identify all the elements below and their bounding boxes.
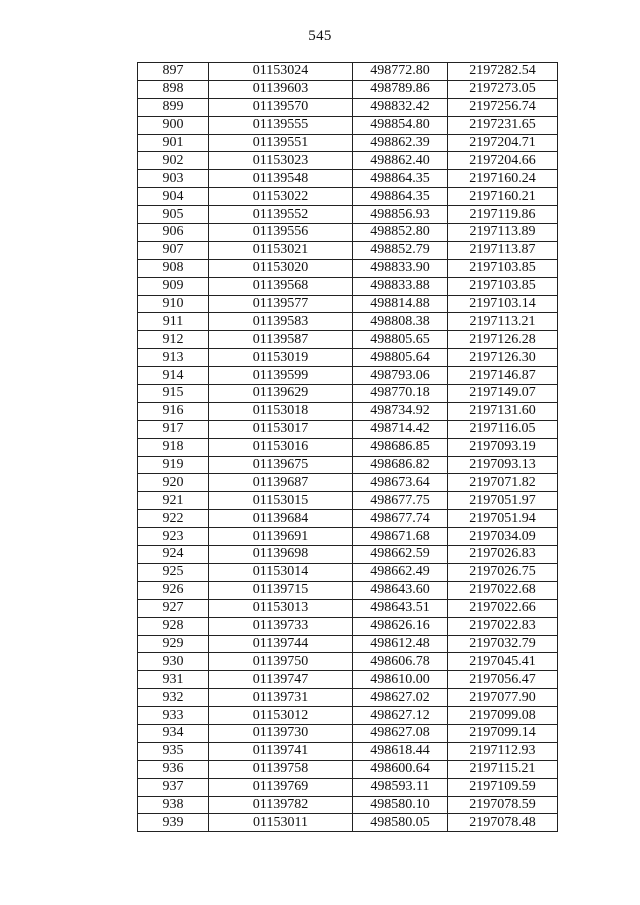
x-coordinate-cell: 498673.64 [353,474,448,492]
row-number-cell: 914 [138,367,209,385]
y-coordinate-cell: 2197112.93 [448,742,558,760]
point-id-cell: 01153014 [209,563,353,581]
point-id-cell: 01139568 [209,277,353,295]
x-coordinate-cell: 498677.75 [353,492,448,510]
x-coordinate-cell: 498862.39 [353,134,448,152]
table-row [138,367,558,385]
table-row [138,707,558,725]
table-row [138,492,558,510]
y-coordinate-cell: 2197113.21 [448,313,558,331]
row-number-cell: 915 [138,385,209,403]
x-coordinate-cell: 498677.74 [353,510,448,528]
row-number-cell: 928 [138,617,209,635]
table-row [138,438,558,456]
row-number-cell: 935 [138,742,209,760]
x-coordinate-cell: 498612.48 [353,635,448,653]
row-number-cell: 923 [138,528,209,546]
row-number-cell: 912 [138,331,209,349]
x-coordinate-cell: 498593.11 [353,778,448,796]
y-coordinate-cell: 2197022.66 [448,599,558,617]
x-coordinate-cell: 498686.82 [353,456,448,474]
table-row [138,402,558,420]
point-id-cell: 01139730 [209,724,353,742]
point-id-cell: 01139747 [209,671,353,689]
point-id-cell: 01139603 [209,80,353,98]
table-row [138,277,558,295]
point-id-cell: 01139548 [209,170,353,188]
row-number-cell: 933 [138,707,209,725]
point-id-cell: 01139782 [209,796,353,814]
point-id-cell: 01153020 [209,259,353,277]
y-coordinate-cell: 2197160.21 [448,188,558,206]
table-row [138,653,558,671]
row-number-cell: 903 [138,170,209,188]
row-number-cell: 932 [138,689,209,707]
x-coordinate-cell: 498643.51 [353,599,448,617]
page-number: 545 [308,28,332,44]
row-number-cell: 913 [138,349,209,367]
y-coordinate-cell: 2197099.14 [448,724,558,742]
y-coordinate-cell: 2197113.89 [448,224,558,242]
row-number-cell: 930 [138,653,209,671]
x-coordinate-cell: 498600.64 [353,760,448,778]
point-id-cell: 01139551 [209,134,353,152]
point-id-cell: 01153012 [209,707,353,725]
row-number-cell: 902 [138,152,209,170]
table-row [138,313,558,331]
y-coordinate-cell: 2197126.28 [448,331,558,349]
x-coordinate-cell: 498808.38 [353,313,448,331]
x-coordinate-cell: 498580.10 [353,796,448,814]
table-row [138,528,558,546]
row-number-cell: 938 [138,796,209,814]
x-coordinate-cell: 498833.90 [353,259,448,277]
x-coordinate-cell: 498734.92 [353,402,448,420]
point-id-cell: 01139769 [209,778,353,796]
x-coordinate-cell: 498852.79 [353,241,448,259]
x-coordinate-cell: 498627.02 [353,689,448,707]
y-coordinate-cell: 2197116.05 [448,420,558,438]
table-row [138,671,558,689]
table-row [138,170,558,188]
coordinates-table [137,62,558,832]
x-coordinate-cell: 498805.65 [353,331,448,349]
x-coordinate-cell: 498686.85 [353,438,448,456]
table-body [138,63,558,832]
y-coordinate-cell: 2197099.08 [448,707,558,725]
x-coordinate-cell: 498814.88 [353,295,448,313]
point-id-cell: 01139599 [209,367,353,385]
y-coordinate-cell: 2197109.59 [448,778,558,796]
y-coordinate-cell: 2197119.86 [448,206,558,224]
row-number-cell: 939 [138,814,209,832]
y-coordinate-cell: 2197034.09 [448,528,558,546]
point-id-cell: 01139675 [209,456,353,474]
row-number-cell: 904 [138,188,209,206]
y-coordinate-cell: 2197077.90 [448,689,558,707]
x-coordinate-cell: 498627.12 [353,707,448,725]
row-number-cell: 908 [138,259,209,277]
table-row [138,778,558,796]
table-row [138,635,558,653]
point-id-cell: 01139577 [209,295,353,313]
y-coordinate-cell: 2197282.54 [448,63,558,81]
row-number-cell: 920 [138,474,209,492]
y-coordinate-cell: 2197115.21 [448,760,558,778]
point-id-cell: 01153015 [209,492,353,510]
row-number-cell: 926 [138,581,209,599]
row-number-cell: 906 [138,224,209,242]
x-coordinate-cell: 498643.60 [353,581,448,599]
point-id-cell: 01139629 [209,385,353,403]
table-row [138,814,558,832]
point-id-cell: 01139758 [209,760,353,778]
point-id-cell: 01139552 [209,206,353,224]
table-row [138,98,558,116]
y-coordinate-cell: 2197051.97 [448,492,558,510]
table-row [138,760,558,778]
y-coordinate-cell: 2197026.75 [448,563,558,581]
table-row [138,420,558,438]
y-coordinate-cell: 2197071.82 [448,474,558,492]
table-row [138,546,558,564]
row-number-cell: 927 [138,599,209,617]
x-coordinate-cell: 498580.05 [353,814,448,832]
y-coordinate-cell: 2197256.74 [448,98,558,116]
table-row [138,742,558,760]
table-row [138,724,558,742]
y-coordinate-cell: 2197231.65 [448,116,558,134]
row-number-cell: 907 [138,241,209,259]
table-row [138,510,558,528]
x-coordinate-cell: 498832.42 [353,98,448,116]
y-coordinate-cell: 2197131.60 [448,402,558,420]
x-coordinate-cell: 498793.06 [353,367,448,385]
x-coordinate-cell: 498864.35 [353,170,448,188]
table-row [138,241,558,259]
y-coordinate-cell: 2197126.30 [448,349,558,367]
x-coordinate-cell: 498671.68 [353,528,448,546]
row-number-cell: 937 [138,778,209,796]
point-id-cell: 01139733 [209,617,353,635]
table-row [138,224,558,242]
point-id-cell: 01139556 [209,224,353,242]
point-id-cell: 01153016 [209,438,353,456]
row-number-cell: 897 [138,63,209,81]
row-number-cell: 936 [138,760,209,778]
row-number-cell: 900 [138,116,209,134]
point-id-cell: 01139583 [209,313,353,331]
y-coordinate-cell: 2197204.71 [448,134,558,152]
row-number-cell: 925 [138,563,209,581]
point-id-cell: 01139587 [209,331,353,349]
table-row [138,581,558,599]
point-id-cell: 01153019 [209,349,353,367]
point-id-cell: 01139731 [209,689,353,707]
y-coordinate-cell: 2197051.94 [448,510,558,528]
point-id-cell: 01139715 [209,581,353,599]
point-id-cell: 01153011 [209,814,353,832]
x-coordinate-cell: 498662.59 [353,546,448,564]
y-coordinate-cell: 2197113.87 [448,241,558,259]
table-row [138,474,558,492]
y-coordinate-cell: 2197022.68 [448,581,558,599]
row-number-cell: 899 [138,98,209,116]
table-row [138,331,558,349]
point-id-cell: 01153017 [209,420,353,438]
row-number-cell: 909 [138,277,209,295]
row-number-cell: 910 [138,295,209,313]
x-coordinate-cell: 498856.93 [353,206,448,224]
table-row [138,63,558,81]
table-row [138,134,558,152]
y-coordinate-cell: 2197045.41 [448,653,558,671]
x-coordinate-cell: 498770.18 [353,385,448,403]
y-coordinate-cell: 2197149.07 [448,385,558,403]
row-number-cell: 901 [138,134,209,152]
point-id-cell: 01139687 [209,474,353,492]
point-id-cell: 01153023 [209,152,353,170]
table-row [138,152,558,170]
y-coordinate-cell: 2197103.14 [448,295,558,313]
point-id-cell: 01153024 [209,63,353,81]
y-coordinate-cell: 2197093.19 [448,438,558,456]
point-id-cell: 01139684 [209,510,353,528]
x-coordinate-cell: 498852.80 [353,224,448,242]
point-id-cell: 01139555 [209,116,353,134]
table-row [138,80,558,98]
point-id-cell: 01153022 [209,188,353,206]
x-coordinate-cell: 498862.40 [353,152,448,170]
table-row [138,349,558,367]
y-coordinate-cell: 2197273.05 [448,80,558,98]
table-row [138,259,558,277]
table-row [138,796,558,814]
y-coordinate-cell: 2197032.79 [448,635,558,653]
row-number-cell: 924 [138,546,209,564]
x-coordinate-cell: 498662.49 [353,563,448,581]
x-coordinate-cell: 498610.00 [353,671,448,689]
x-coordinate-cell: 498833.88 [353,277,448,295]
point-id-cell: 01153021 [209,241,353,259]
table-row [138,617,558,635]
row-number-cell: 918 [138,438,209,456]
row-number-cell: 911 [138,313,209,331]
table-row [138,295,558,313]
x-coordinate-cell: 498772.80 [353,63,448,81]
y-coordinate-cell: 2197078.48 [448,814,558,832]
x-coordinate-cell: 498854.80 [353,116,448,134]
y-coordinate-cell: 2197146.87 [448,367,558,385]
row-number-cell: 931 [138,671,209,689]
y-coordinate-cell: 2197093.13 [448,456,558,474]
point-id-cell: 01139691 [209,528,353,546]
row-number-cell: 919 [138,456,209,474]
x-coordinate-cell: 498864.35 [353,188,448,206]
row-number-cell: 934 [138,724,209,742]
table-row [138,206,558,224]
point-id-cell: 01139744 [209,635,353,653]
y-coordinate-cell: 2197078.59 [448,796,558,814]
table-row [138,456,558,474]
table-row [138,188,558,206]
table-row [138,689,558,707]
point-id-cell: 01139698 [209,546,353,564]
row-number-cell: 916 [138,402,209,420]
y-coordinate-cell: 2197103.85 [448,277,558,295]
row-number-cell: 917 [138,420,209,438]
y-coordinate-cell: 2197103.85 [448,259,558,277]
table-row [138,116,558,134]
row-number-cell: 898 [138,80,209,98]
x-coordinate-cell: 498805.64 [353,349,448,367]
table-row [138,599,558,617]
y-coordinate-cell: 2197204.66 [448,152,558,170]
point-id-cell: 01153018 [209,402,353,420]
point-id-cell: 01139750 [209,653,353,671]
x-coordinate-cell: 498626.16 [353,617,448,635]
x-coordinate-cell: 498618.44 [353,742,448,760]
row-number-cell: 921 [138,492,209,510]
row-number-cell: 929 [138,635,209,653]
point-id-cell: 01153013 [209,599,353,617]
y-coordinate-cell: 2197056.47 [448,671,558,689]
table-row [138,385,558,403]
row-number-cell: 922 [138,510,209,528]
point-id-cell: 01139570 [209,98,353,116]
x-coordinate-cell: 498606.78 [353,653,448,671]
y-coordinate-cell: 2197160.24 [448,170,558,188]
y-coordinate-cell: 2197022.83 [448,617,558,635]
table-row [138,563,558,581]
y-coordinate-cell: 2197026.83 [448,546,558,564]
x-coordinate-cell: 498627.08 [353,724,448,742]
x-coordinate-cell: 498714.42 [353,420,448,438]
x-coordinate-cell: 498789.86 [353,80,448,98]
point-id-cell: 01139741 [209,742,353,760]
row-number-cell: 905 [138,206,209,224]
